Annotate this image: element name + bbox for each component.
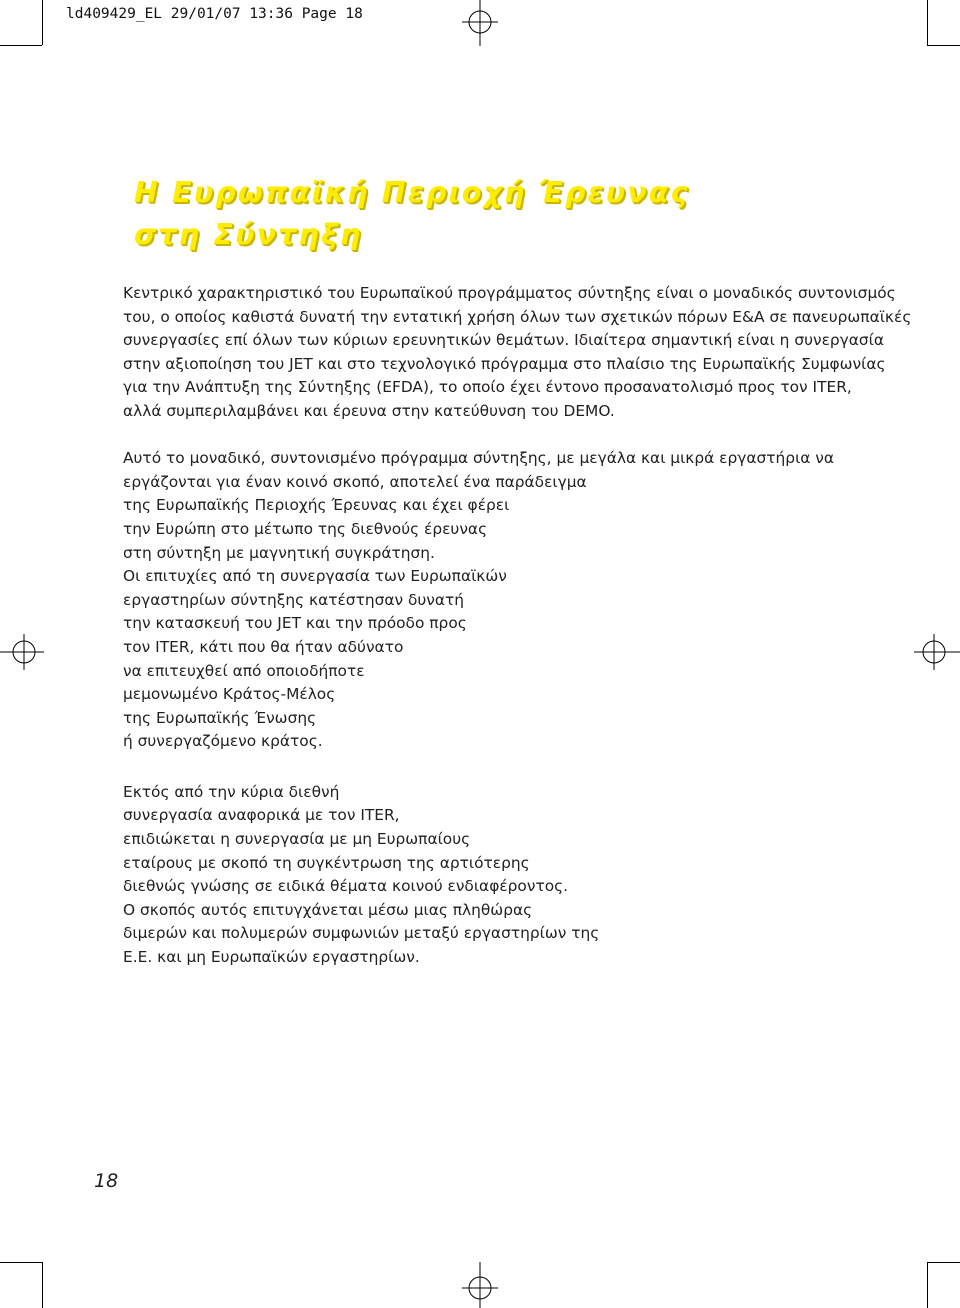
print-slug: ld409429_EL 29/01/07 13:36 Page 18: [66, 6, 363, 22]
text-line: επιδιώκεται η συνεργασία με μη Ευρωπαίους: [123, 830, 471, 849]
crop-mark-bottom-right-v: [927, 1262, 928, 1308]
page-title-line-1: Η Ευρωπαϊκή Περιοχή Έρευνας: [134, 176, 690, 209]
text-line: αλλά συμπεριλαμβάνει και έρευνα στην κατεύθυνση του DEMO.: [123, 401, 615, 420]
text-line: τον ITER, κάτι που θα ήταν αδύνατο: [123, 637, 404, 656]
text-line: εργαστηρίων σύντηξης κατέστησαν δυνατή: [123, 590, 465, 609]
page-title-line-2: στη Σύντηξη: [134, 218, 363, 251]
registration-mark-right: [914, 632, 960, 672]
text-line: Αυτό το μοναδικό, συντονισμένο πρόγραμμα σύντηξης, με μεγάλα και μικρά εργαστήρια να: [123, 449, 835, 468]
text-line: Οι επιτυχίες από τη συνεργασία των Ευρωπαϊκών: [123, 567, 507, 586]
text-line: του, ο οποίος καθιστά δυνατή την εντατική χρήση όλων των σχετικών πόρων Ε&Α σε πανευρωπαϊκές: [123, 307, 912, 326]
text-line: στη σύντηξη με μαγνητική συγκράτηση.: [123, 543, 435, 562]
text-line: Εκτός από την κύρια διεθνή: [123, 782, 340, 801]
text-line: διεθνώς γνώσης σε ειδικά θέματα κοινού ενδιαφέροντος.: [123, 877, 569, 896]
text-line: Κεντρικό χαρακτηριστικό του Ευρωπαϊκού προγράμματος σύντηξης είναι ο μοναδικός συντονισμός: [123, 284, 896, 302]
crop-mark-top-left-h: [0, 45, 42, 46]
text-line: Ο σκοπός αυτός επιτυγχάνεται μέσω μιας πληθώρας: [123, 900, 533, 919]
text-line: συνεργασία αναφορικά με τον ITER,: [123, 806, 400, 825]
text-line: διμερών και πολυμερών συμφωνιών μεταξύ εργαστηρίων της: [123, 924, 600, 943]
text-line: εργάζονται για έναν κοινό σκοπό, αποτελεί ένα παράδειγμα: [123, 472, 587, 491]
page-title: [134, 172, 690, 256]
text-line: συνεργασίες επί όλων των κύριων ερευνητικών θεμάτων. Ιδιαίτερα σημαντική είναι η συνεργασία: [123, 331, 885, 350]
crop-mark-bottom-left-v: [42, 1262, 43, 1308]
text-line: στην αξιοποίηση του JET και στο τεχνολογικό πρόγραμμα στο πλαίσιο της Ευρωπαϊκής Συμφωνίας: [123, 354, 886, 373]
paragraph-1: [123, 282, 912, 424]
text-line: να επιτευχθεί από οποιοδήποτε: [123, 661, 365, 680]
text-line: την κατασκευή του JET και την πρόοδο προς: [123, 614, 467, 633]
body-text: [123, 282, 912, 993]
page-number: 18: [94, 1170, 119, 1192]
text-line: της Ευρωπαϊκής Περιοχής Έρευνας και έχει φέρει: [123, 496, 510, 515]
crop-mark-bottom-left-h: [0, 1262, 42, 1263]
crop-mark-bottom-right-h: [927, 1262, 960, 1263]
registration-mark-left: [0, 632, 44, 672]
text-line: μεμονωμένο Κράτος-Μέλος: [123, 685, 336, 704]
text-line: Ε.Ε. και μη Ευρωπαϊκών εργαστηρίων.: [123, 948, 420, 967]
text-line: εταίρους με σκοπό τη συγκέντρωση της αρτιότερης: [123, 853, 530, 872]
registration-mark-bottom: [462, 1262, 498, 1308]
crop-mark-top-right-v: [927, 0, 928, 45]
text-line: ή συνεργαζόμενο κράτος.: [123, 732, 323, 751]
crop-mark-top-right-h: [927, 45, 960, 46]
text-line: την Ευρώπη στο μέτωπο της διεθνούς έρευνας: [123, 519, 488, 538]
text-line: της Ευρωπαϊκής Ένωσης: [123, 708, 317, 727]
registration-mark-top: [462, 0, 498, 46]
crop-mark-top-left-v: [42, 0, 43, 45]
paragraph-2: [123, 447, 863, 754]
paragraph-3: [123, 781, 863, 970]
text-line: για την Ανάπτυξη της Σύντηξης (EFDA), το οποίο έχει έντονο προσανατολισμό προς τον ITER,: [123, 378, 852, 397]
